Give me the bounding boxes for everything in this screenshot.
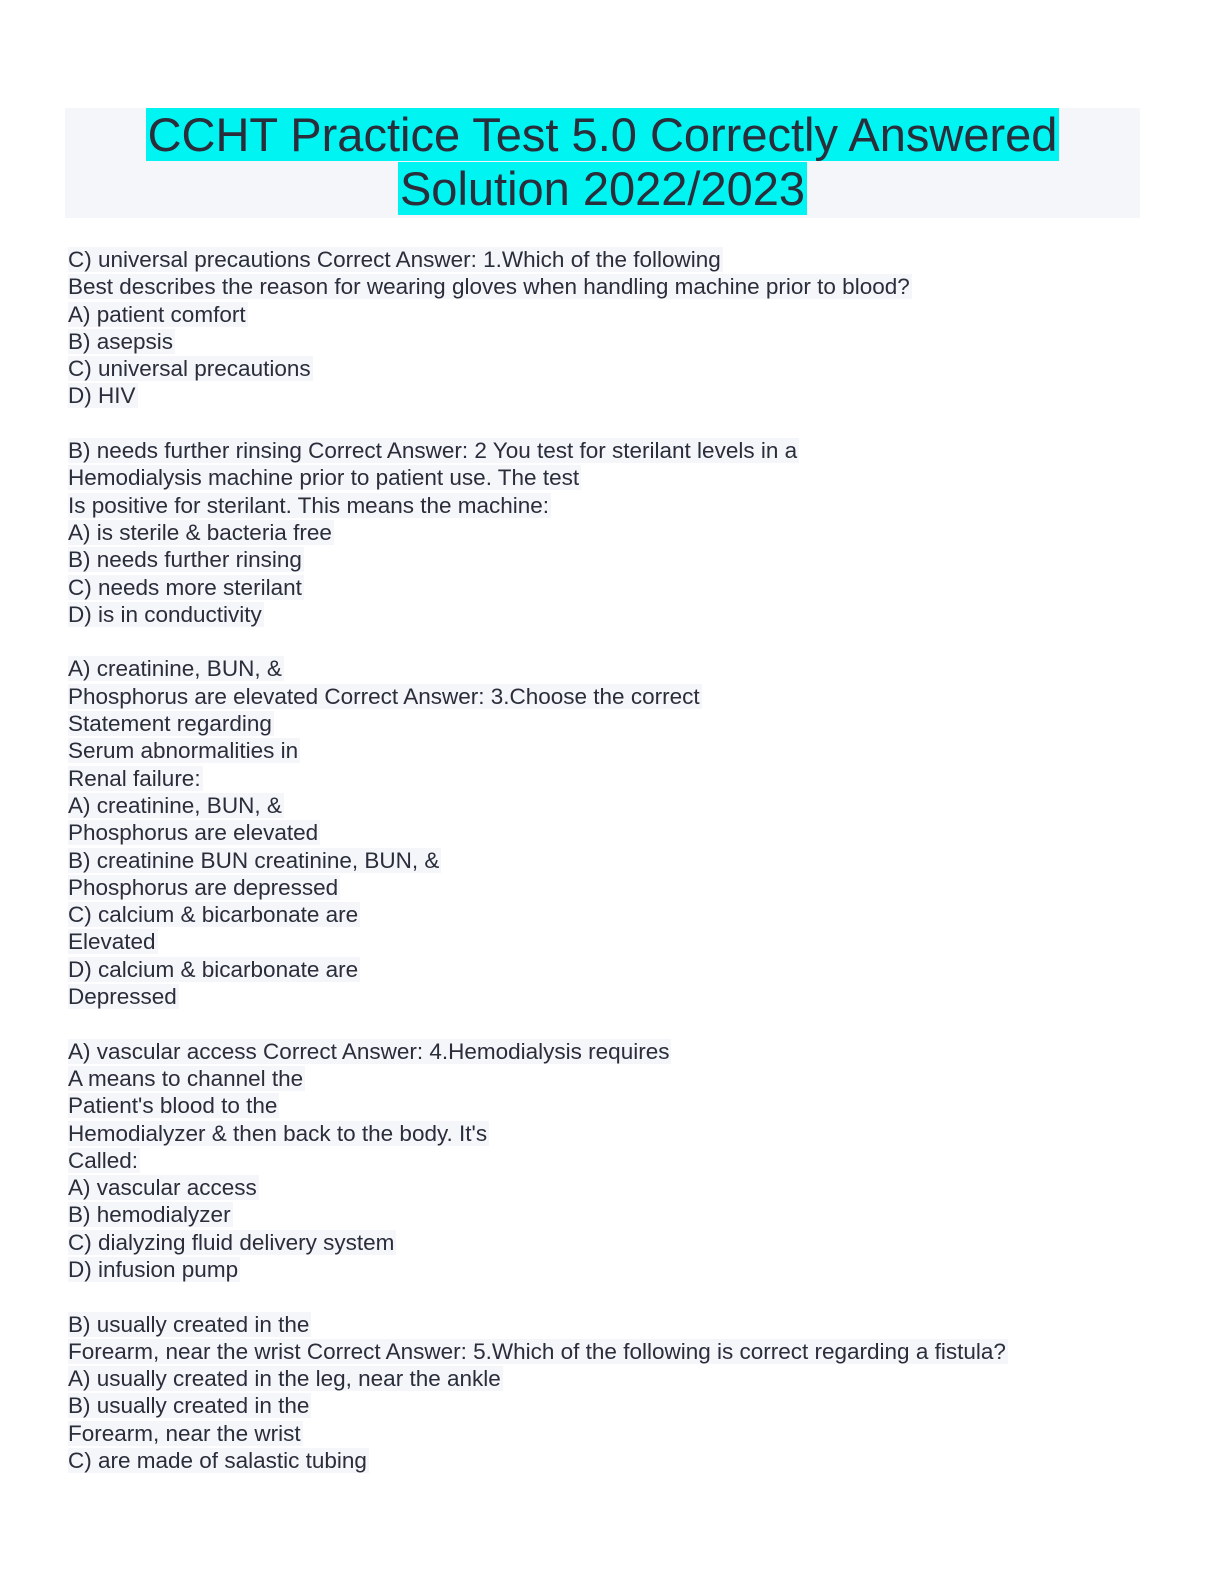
- question-line-text: Statement regarding: [68, 711, 272, 737]
- question-line: [68, 601, 1138, 628]
- question-line-text: C) needs more sterilant: [68, 574, 302, 600]
- question-line: [68, 655, 1138, 682]
- question-line: [68, 1447, 1138, 1474]
- question-line-text: D) HIV: [68, 383, 136, 409]
- question-line-text: B) needs further rinsing: [68, 547, 302, 573]
- question-line: [68, 819, 1138, 846]
- question-line-text: Forearm, near the wrist: [68, 1420, 301, 1446]
- question-line-text: D) calcium & bicarbonate are: [68, 956, 359, 982]
- question-line-text: A) vascular access: [68, 1175, 257, 1201]
- question-line-text: Called:: [68, 1147, 139, 1173]
- question-line: [68, 1038, 1138, 1065]
- question-line-text: A) patient comfort: [68, 301, 246, 327]
- question-line-text: Phosphorus are elevated Correct Answer: 3.Choose the correct: [68, 683, 700, 709]
- question-line-text: Hemodialyzer & then back to the body. It's: [68, 1120, 488, 1146]
- question-line-text: Best describes the reason for wearing gloves when handling machine prior to blood?: [68, 274, 910, 300]
- question-line-text: Forearm, near the wrist Correct Answer: 5.Which of the following is correct regarding a fistula?: [68, 1338, 1006, 1364]
- question-line-text: Elevated: [68, 929, 156, 955]
- question-line: [68, 1365, 1138, 1392]
- question-line: [68, 737, 1138, 764]
- question-line-text: Is positive for sterilant. This means the machine:: [68, 492, 550, 518]
- question-line-text: A means to channel the: [68, 1065, 304, 1091]
- question-line: [68, 1229, 1138, 1256]
- question-block: [68, 1038, 1138, 1284]
- question-line: [68, 874, 1138, 901]
- question-line-text: A) creatinine, BUN, &: [68, 656, 282, 682]
- question-line-text: B) creatinine BUN creatinine, BUN, &: [68, 847, 440, 873]
- question-line: [68, 1174, 1138, 1201]
- question-line: [68, 710, 1138, 737]
- title-line-2-text: Solution 2022/2023: [399, 162, 806, 215]
- question-line-text: A) is sterile & bacteria free: [68, 519, 332, 545]
- question-block: [68, 1311, 1138, 1475]
- question-line: [68, 1147, 1138, 1174]
- question-line: [68, 355, 1138, 382]
- question-line-text: Serum abnormalities in: [68, 738, 299, 764]
- question-line: [68, 1256, 1138, 1283]
- question-line: [68, 1392, 1138, 1419]
- question-line: [68, 901, 1138, 928]
- title-line-1-text: CCHT Practice Test 5.0 Correctly Answered: [147, 108, 1058, 161]
- question-list: [68, 246, 1138, 1502]
- question-line: [68, 492, 1138, 519]
- question-line-text: Phosphorus are elevated: [68, 820, 319, 846]
- title-line-2: [65, 162, 1140, 216]
- question-line: [68, 765, 1138, 792]
- question-line-text: Hemodialysis machine prior to patient use. The test: [68, 465, 580, 491]
- question-block: [68, 437, 1138, 628]
- question-line-text: Patient's blood to the: [68, 1093, 278, 1119]
- question-line-text: Depressed: [68, 984, 177, 1010]
- question-line-text: D) infusion pump: [68, 1256, 239, 1282]
- question-line-text: B) usually created in the: [68, 1311, 310, 1337]
- question-line: [68, 1065, 1138, 1092]
- question-line-text: Phosphorus are depressed: [68, 874, 339, 900]
- question-line: [68, 246, 1138, 273]
- question-line: [68, 519, 1138, 546]
- question-block: [68, 246, 1138, 410]
- question-line: [68, 437, 1138, 464]
- question-line: [68, 382, 1138, 409]
- title-line-1: [65, 108, 1140, 162]
- question-line: [68, 983, 1138, 1010]
- question-line: [68, 301, 1138, 328]
- question-block: [68, 655, 1138, 1010]
- document-title: [65, 108, 1140, 218]
- question-line: [68, 847, 1138, 874]
- question-line-text: A) creatinine, BUN, &: [68, 792, 282, 818]
- question-line: [68, 928, 1138, 955]
- question-line: [68, 328, 1138, 355]
- question-line-text: A) vascular access Correct Answer: 4.Hemodialysis requires: [68, 1038, 670, 1064]
- question-line: [68, 1092, 1138, 1119]
- question-line: [68, 574, 1138, 601]
- question-line-text: D) is in conductivity: [68, 601, 262, 627]
- question-line-text: B) usually created in the: [68, 1393, 310, 1419]
- question-line: [68, 1338, 1138, 1365]
- question-line: [68, 792, 1138, 819]
- question-line-text: C) dialyzing fluid delivery system: [68, 1229, 395, 1255]
- question-line-text: Renal failure:: [68, 765, 201, 791]
- question-line: [68, 1201, 1138, 1228]
- question-line: [68, 464, 1138, 491]
- question-line-text: A) usually created in the leg, near the ankle: [68, 1366, 501, 1392]
- question-line-text: C) are made of salastic tubing: [68, 1448, 367, 1474]
- question-line: [68, 1120, 1138, 1147]
- question-line-text: B) asepsis: [68, 328, 174, 354]
- question-line: [68, 683, 1138, 710]
- question-line-text: C) calcium & bicarbonate are: [68, 902, 359, 928]
- question-line-text: B) needs further rinsing Correct Answer: 2 You test for sterilant levels in a: [68, 438, 798, 464]
- question-line-text: B) hemodialyzer: [68, 1202, 231, 1228]
- question-line-text: C) universal precautions: [68, 356, 311, 382]
- question-line: [68, 273, 1138, 300]
- question-line: [68, 956, 1138, 983]
- question-line: [68, 1311, 1138, 1338]
- question-line: [68, 1420, 1138, 1447]
- question-line: [68, 546, 1138, 573]
- question-line-text: C) universal precautions Correct Answer: 1.Which of the following: [68, 247, 721, 272]
